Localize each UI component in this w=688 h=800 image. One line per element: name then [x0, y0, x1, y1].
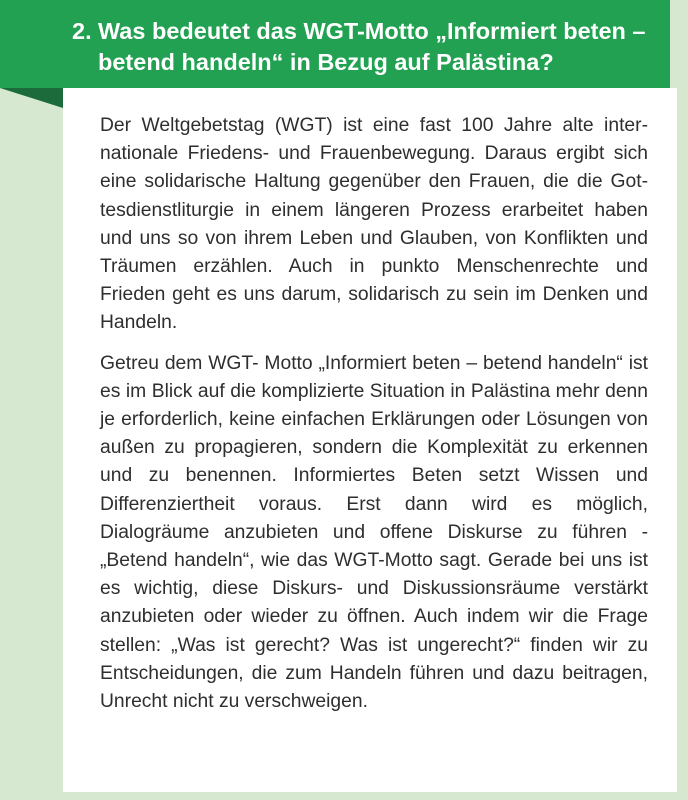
body-paragraph-1: Der Weltgebetstag (WGT) ist eine fast 100 Jahre alte internationale Friedens- und Frauenbewegung. Daraus ergibt sich eine solidarische Haltung gegenüber den Frauen, die die Gottesdienstliturgie in einem längeren Prozess erarbeitet haben und uns so von ihrem Leben und Glauben, von Konflikten und Träumen erzählen. Auch in punkto Menschenrechte und Frieden geht es uns darum, solidarisch zu sein im Denken und Handeln.	[100, 115, 648, 334]
section-heading-banner	[0, 0, 670, 88]
ribbon-fold	[0, 88, 63, 108]
section-body	[100, 112, 648, 728]
section-title: Was bedeutet das WGT-Motto „Informiert beten – betend handeln“ in Bezug auf Palästina?	[98, 18, 646, 75]
section-number: 2.	[72, 18, 92, 44]
body-paragraph-2: Getreu dem WGT- Motto „Informiert beten – betend handeln“ ist es im Blick auf die komplizierte Situation in Palästina mehr denn je erforderlich, keine einfachen Erklärungen oder Lösungen von außen zu propagieren, sondern die Komplexität zu erkennen und zu benennen. Informiertes Beten setzt Wissen und Differenziertheit voraus. Erst dann wird es möglich, Dialogräume anzubieten und offene Diskurse zu führen - „Betend handeln“, wie das WGT-Motto sagt. Gerade bei uns ist es wichtig, diese Diskurs- und Diskussionsräume verstärkt anzubieten oder wieder zu öffnen. Auch indem wir die Frage stellen: „Was ist gerecht? Was ist ungerecht?“ finden wir zu Entscheidungen, die zum Handeln führen und dazu beitragen, Unrecht nicht zu verschweigen.	[100, 352, 648, 713]
